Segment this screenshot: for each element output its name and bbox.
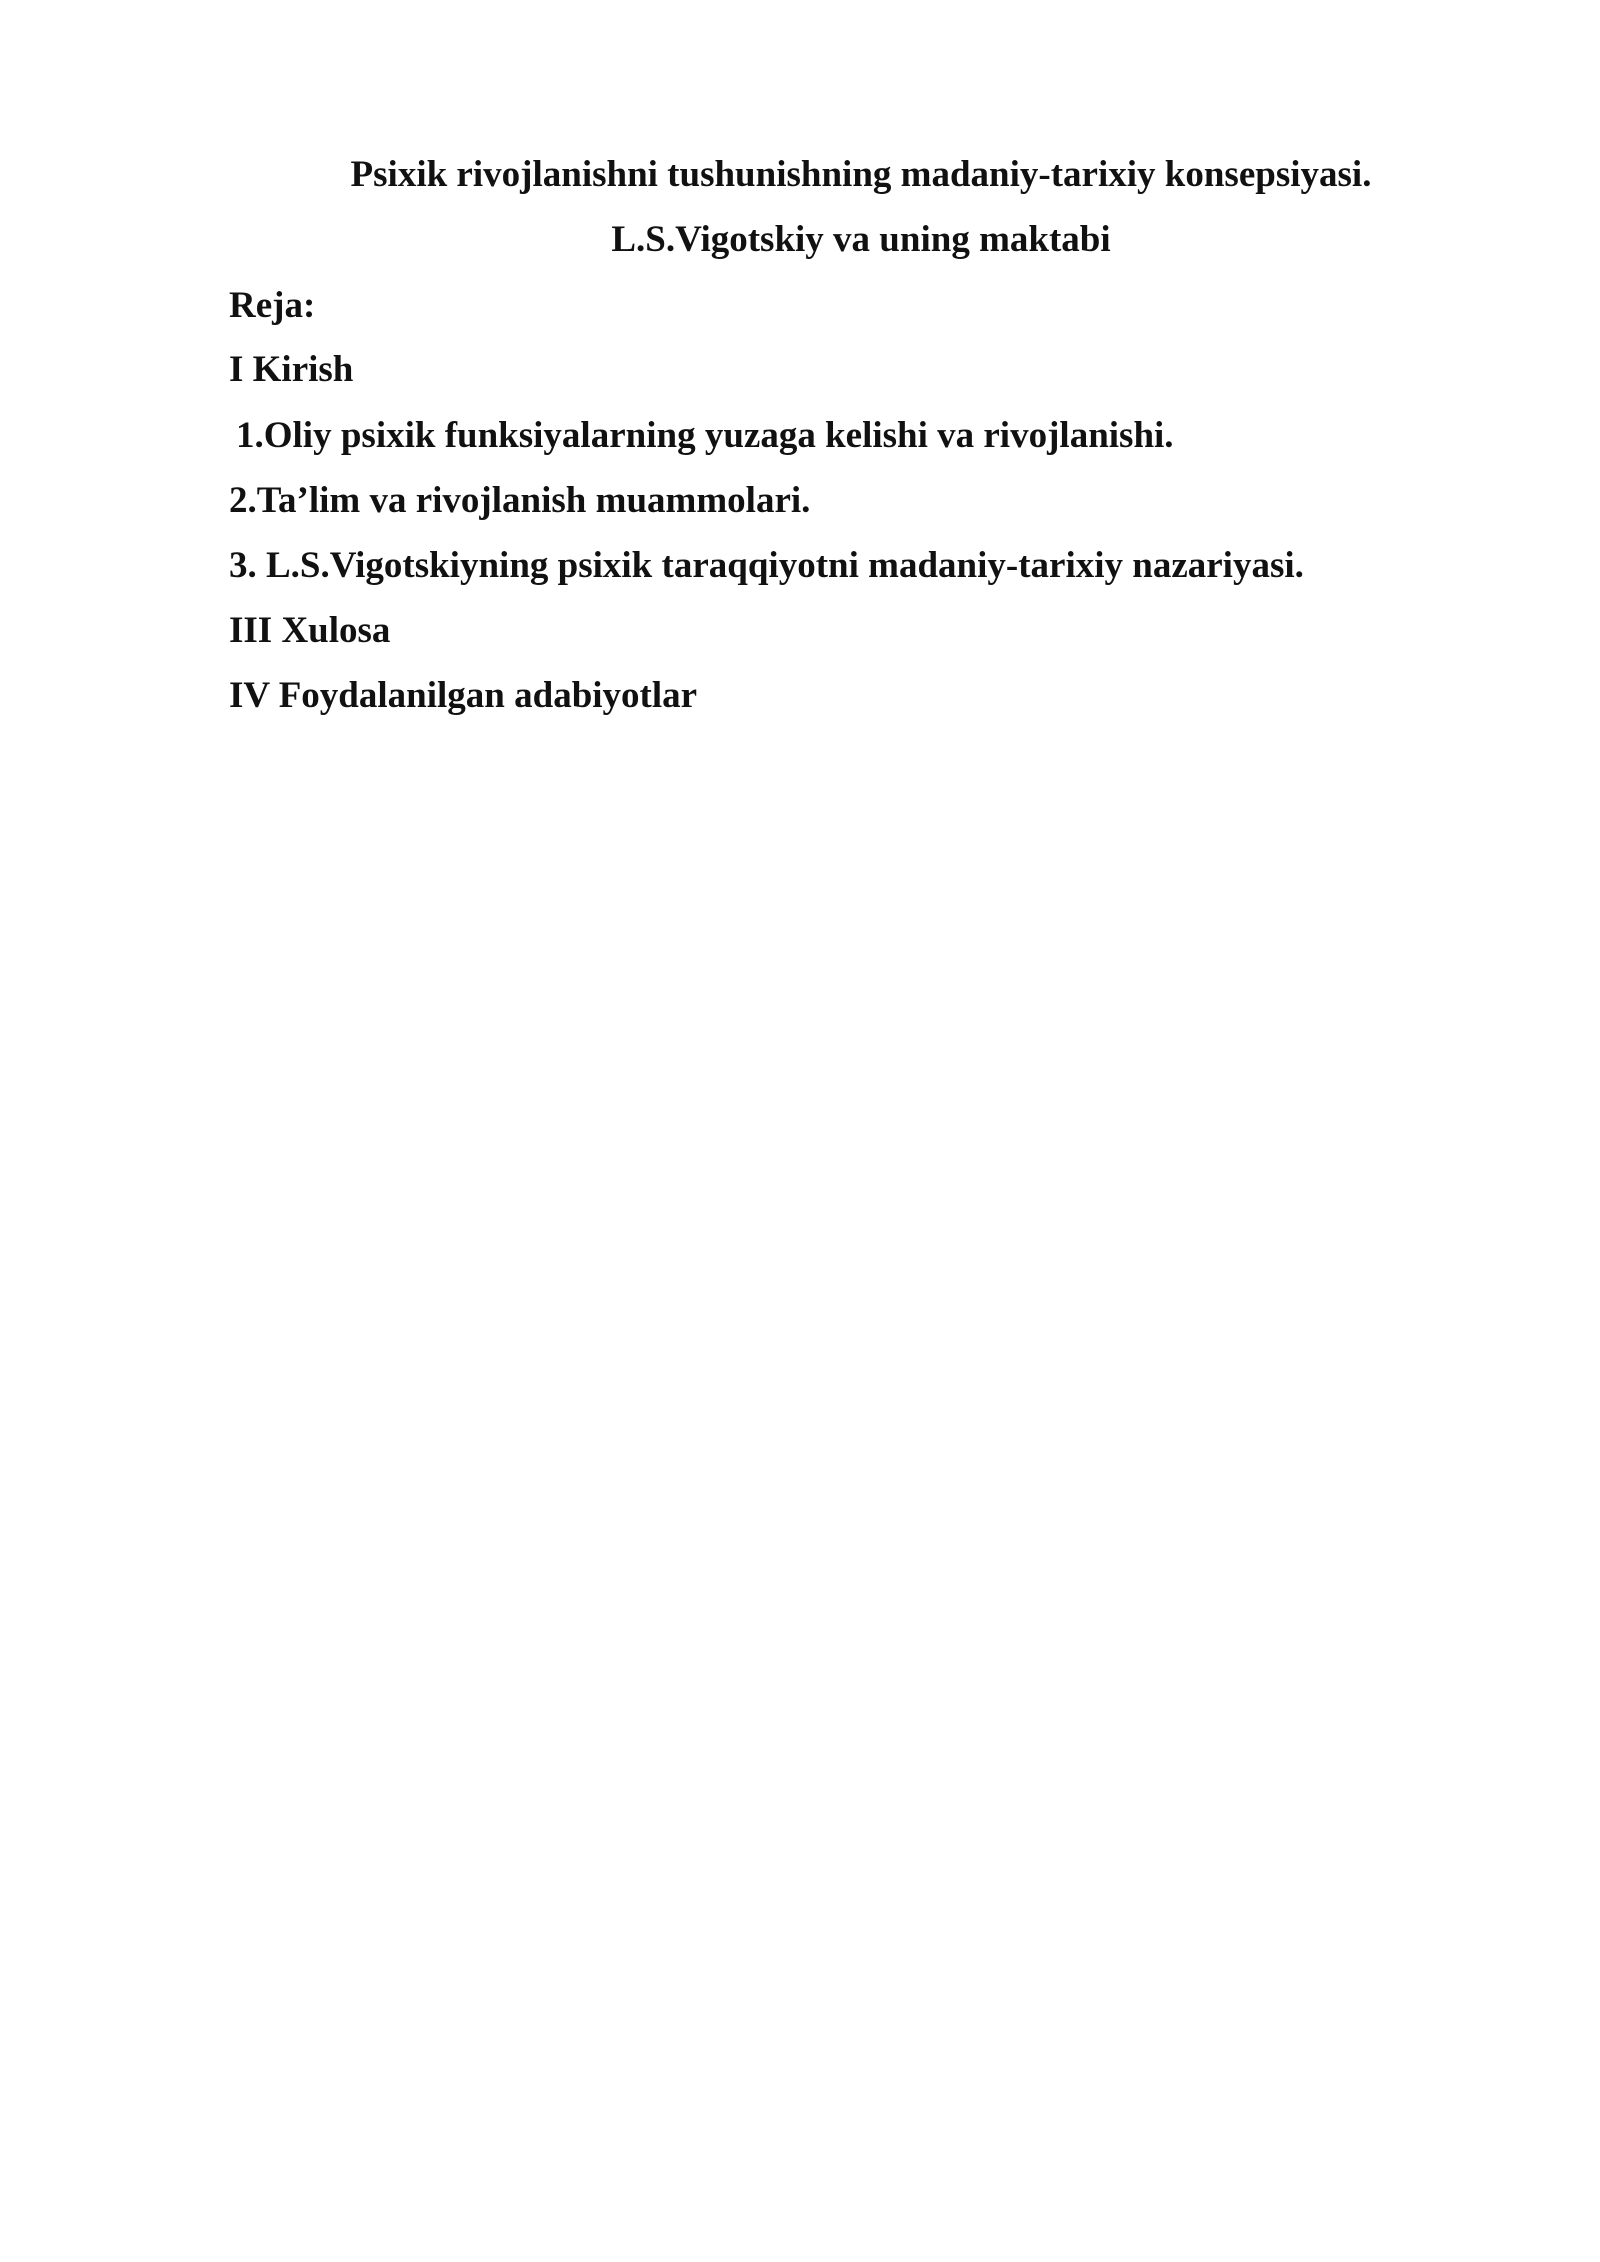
plan-item: 2.Ta’lim va rivojlanish muammolari. xyxy=(229,480,811,521)
plan-conclusion: III Xulosa xyxy=(229,610,391,651)
plan-references: IV Foydalanilgan adabiyotlar xyxy=(229,675,698,716)
plan-item: 3. L.S.Vigotskiyning psixik taraqqiyotni madaniy-tarixiy nazariyasi. xyxy=(229,545,1304,586)
document-subtitle: L.S.Vigotskiy va uning maktabi xyxy=(611,219,1111,260)
plan-item: 1.Oliy psixik funksiyalarning yuzaga kelishi va rivojlanishi. xyxy=(236,415,1174,456)
plan-heading: Reja: xyxy=(229,285,316,326)
plan-intro: I Kirish xyxy=(229,349,354,390)
document-title: Psixik rivojlanishni tushunishning madaniy-tarixiy konsepsiyasi. xyxy=(350,154,1372,195)
